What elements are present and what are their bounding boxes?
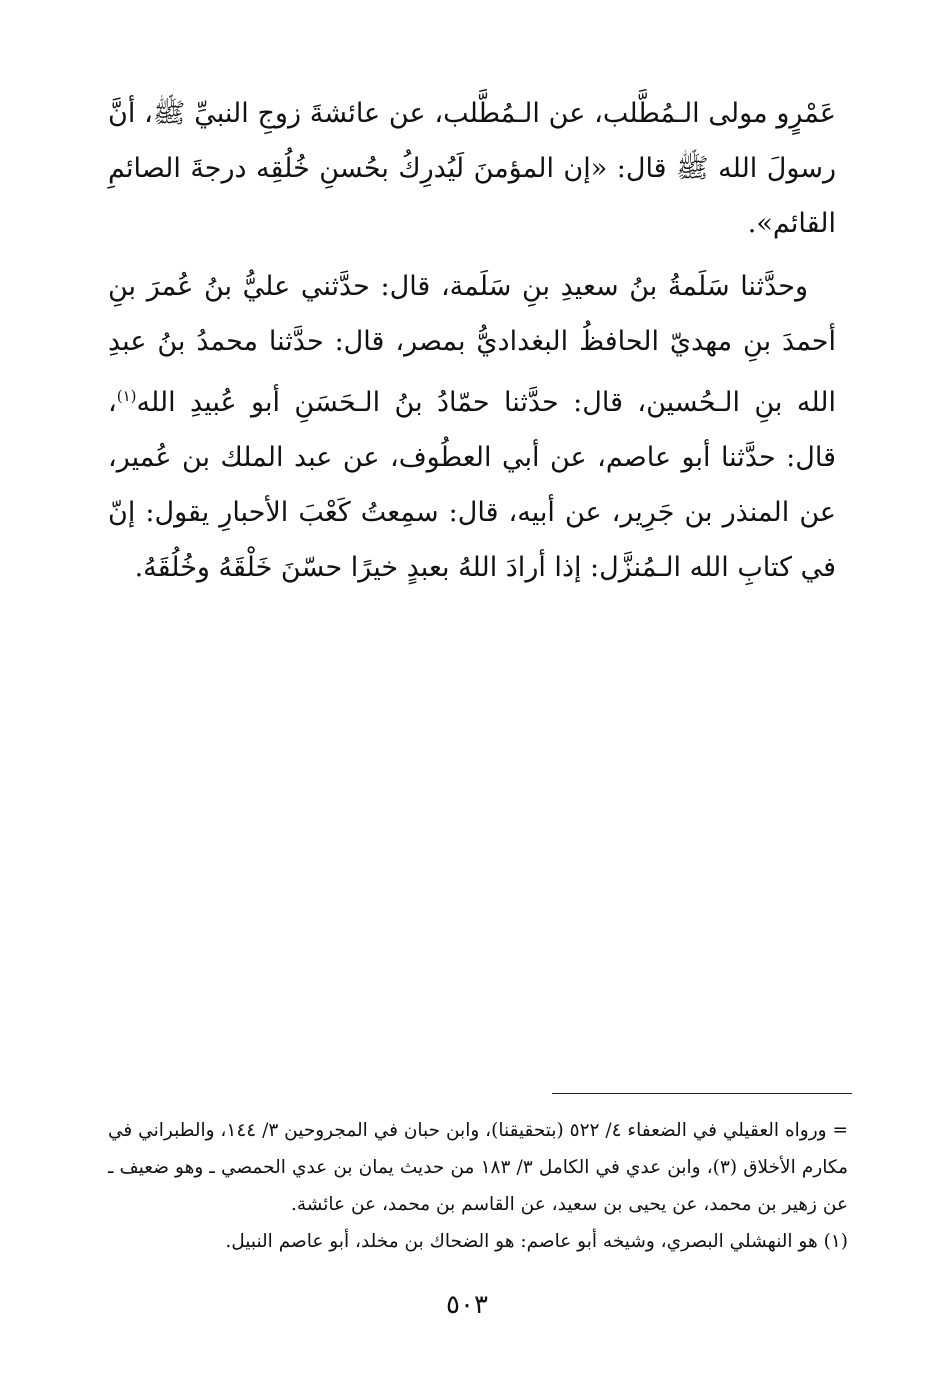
footnote-continuation: = ورواه العقيلي في الضعفاء ٤/ ٥٢٢ (بتحقيقنا)، وابن حبان في المجروحين ٣/ ١٤٤، والطبراني في مكارم الأخلاق (٣)، وابن عدي في الكامل ٣/ ١٨٣ من حديث يمان بن عدي الحمصي ـ وهو ضعيف ـ عن زهير بن محمد، عن يحيى بن سعيد، عن القاسم بن محمد، عن عائشة. [108, 1120, 848, 1215]
footnote-marker: (١) [116, 387, 137, 405]
main-text [108, 86, 836, 595]
footnotes [108, 1112, 848, 1260]
paragraph-2-continuation: ، قال: حدَّثنا أبو عاصم، عن أبي العطُوف، عن عبد الملك بن عُمير، عن المنذر بن جَرِير، عن أبيه، قال: سمِعتُ كَعْبَ الأحبارِ يقول: إنّ في كتابِ الله الـمُنزَّل: إذا أرادَ اللهُ بعبدٍ خيرًا حسّنَ خَلْقَهُ وخُلُقَهُ. [108, 387, 836, 583]
page-number: ٥٠٣ [446, 1290, 488, 1320]
paragraph-1: عَمْرٍو مولى الـمُطَّلب، عن الـمُطَّلب، عن عائشةَ زوجِ النبيِّ ﷺ، أنَّ رسولَ الله ﷺ قال: «إن المؤمنَ لَيُدرِكُ بحُسنِ خُلُقِه درجةَ الصائمِ القائم». [108, 98, 836, 239]
footnote-separator [552, 1093, 852, 1094]
footnote-1: (١) هو النهشلي البصري، وشيخه أبو عاصم: هو الضحاك بن مخلد، أبو عاصم النبيل. [225, 1231, 848, 1252]
paragraph-2 [108, 259, 836, 595]
paragraph-2-text: وحدَّثنا سَلَمةُ بنُ سعيدِ بنِ سَلَمة، قال: حدَّثني عليُّ بنُ عُمرَ بنِ أحمدَ بنِ مهديّ الحافظُ البغداديُّ بمصر، قال: حدَّثنا محمدُ بنُ عبدِ الله بنِ الـحُسين، قال: حدَّثنا حمّادُ بنُ الـحَسَنِ أبو عُبيدِ الله [108, 271, 836, 418]
